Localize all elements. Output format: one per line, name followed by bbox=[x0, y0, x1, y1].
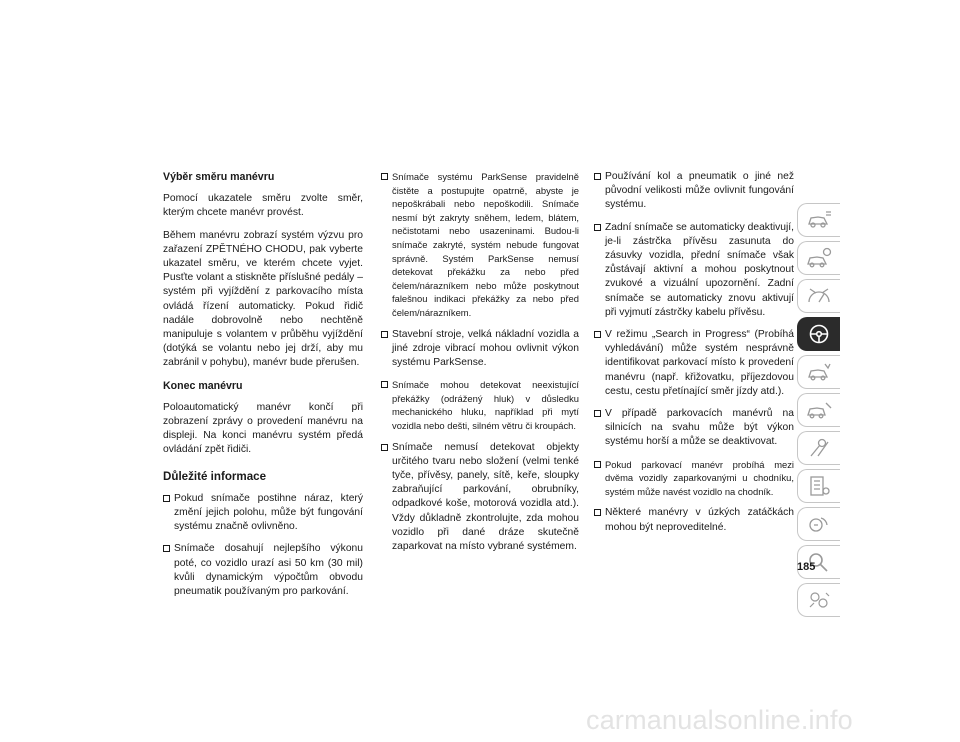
tab-car-wrench[interactable] bbox=[797, 393, 840, 427]
paragraph: Poloautomatický manévr končí při zobrazení zprávy o provedení manévru na displeji. Na konci manévru systém předá ovládání zpět řidiči. bbox=[163, 401, 363, 456]
car-wrench-icon bbox=[806, 399, 832, 421]
square-bullet-icon bbox=[163, 495, 170, 502]
list-item: V případě parkovacích manévrů na silnicích na svahu může být výkon systému horší a může se deaktivovat. bbox=[594, 407, 794, 450]
tab-tools[interactable] bbox=[797, 431, 840, 465]
column-middle bbox=[381, 170, 579, 562]
list-item: V režimu „Search in Progress“ (Probíhá vyhledávání) může systém nesprávně identifikovat parkovací místo k provedení manévru (např. křižovatku, příjezdovou cestu, cestu přetínající směr jízdy atd.). bbox=[594, 328, 794, 399]
list-item: Snímače dosahují nejlepšího výkonu poté, co vozidlo urazí asi 50 km (30 mil) kvůli dynamickým výpočtům obvodu pneumatik používaným pro parkování. bbox=[163, 542, 363, 599]
steering-wheel-icon bbox=[806, 323, 832, 345]
square-bullet-icon bbox=[594, 410, 601, 417]
tab-car-info[interactable] bbox=[797, 241, 840, 275]
list-item: Snímače systému ParkSense pravidelně čistěte a postupujte opatrně, abyste je nepoškrábali nebo nepoškodili. Snímače nesmí být zakryty sněhem, ledem, blátem, nečistotami nebo usazeninami. Budou-li snímače zakryté, systém nebude fungovat správně. Systém ParkSense nemusí detekovat překážku za nebo před čelem/nárazníkem nebo může poskytnout falešnou indikaci překážky za nebo před čelem/nárazníkem. bbox=[381, 170, 579, 320]
square-bullet-icon bbox=[381, 173, 388, 180]
square-bullet-icon bbox=[594, 461, 601, 468]
bullet-list bbox=[381, 170, 579, 554]
list-item: Zadní snímače se automaticky deaktivují, je-li zástrčka přívěsu zasunuta do zásuvky vozidla, přední snímače však zůstávají aktivní a mohou poskytnout zvukové a vizuální upozornění. Zadní snímače se automaticky znovu aktivují při vyjmutí zástrčky kabelu přívěsu. bbox=[594, 221, 794, 320]
tab-multimedia[interactable] bbox=[797, 507, 840, 541]
heading-end-maneuver: Konec manévru bbox=[163, 379, 243, 392]
list-item: Stavební stroje, velká nákladní vozidla a jiné zdroje vibrací mohou ovlivnit výkon systému ParkSense. bbox=[381, 328, 579, 371]
column-right bbox=[594, 170, 794, 543]
square-bullet-icon bbox=[594, 509, 601, 516]
tab-languages[interactable] bbox=[797, 583, 840, 617]
dashboard-icon bbox=[806, 285, 832, 307]
tab-car-crash[interactable] bbox=[797, 355, 840, 389]
car-info-icon bbox=[806, 247, 832, 269]
tab-steering-wheel[interactable] bbox=[797, 317, 840, 351]
car-crash-icon bbox=[806, 361, 832, 383]
list-item: Snímače nemusí detekovat objekty určitého tvaru nebo složení (velmi tenké tyče, přívěsy, panely, sítě, keře, sloupky zabraňující parkování, obrubníky, odpadkové koše, motorová vozidla atd.). Vždy důkladně zkontrolujte, zda mohou vozidlo při dané dráze skutečně zaparkovat na místo vybrané systémem. bbox=[381, 441, 579, 555]
square-bullet-icon bbox=[594, 224, 601, 231]
bullet-list bbox=[163, 492, 363, 599]
list-item: Některé manévry v úzkých zatáčkách mohou být neproveditelné. bbox=[594, 506, 794, 534]
square-bullet-icon bbox=[163, 545, 170, 552]
heading-direction: Výběr směru manévru bbox=[163, 171, 275, 183]
paragraph: Pomocí ukazatele směru zvolte směr, kterým chcete manévr provést. bbox=[163, 193, 363, 219]
paragraph: Během manévru zobrazí systém výzvu pro zařazení ZPĚTNÉHO CHODU, pak vyberte ukazatel směru, ve kterém chcete vyjet. Pusťte volant a stiskněte příslušné pedály – systém při vyjíždění z parkovacího místa ovládá řízení automaticky. Pokud řidič nadále dobrovolně nebo nechtěně manipuluje s volantem v průběhu vyjíždění (dotýká se volantu nebo jej drží, aby mu zabránil v pohybu), manévr bude přerušen. bbox=[163, 229, 363, 369]
list-item: Pokud parkovací manévr probíhá mezi dvěma vozidly zaparkovanými u chodníku, systém může navést vozidlo na chodník. bbox=[594, 458, 794, 499]
list-item: Používání kol a pneumatik o jiné než původní velikosti může ovlivnit fungování systému. bbox=[594, 170, 794, 213]
languages-icon bbox=[806, 589, 832, 611]
column-left bbox=[163, 170, 363, 607]
checklist-icon bbox=[806, 475, 832, 497]
bullet-list bbox=[594, 170, 794, 535]
page-number: 185 bbox=[797, 561, 816, 573]
square-bullet-icon bbox=[594, 173, 601, 180]
list-item: Pokud snímače postihne náraz, který změní jejich polohu, může být fungování systému značně ovlivněno. bbox=[163, 492, 363, 535]
car-front-icon bbox=[806, 209, 832, 231]
watermark: carmanualsonline.info bbox=[586, 705, 853, 735]
chapter-tabs bbox=[797, 203, 841, 621]
wrench-icon bbox=[806, 437, 832, 459]
tab-dashboard[interactable] bbox=[797, 279, 840, 313]
square-bullet-icon bbox=[381, 381, 388, 388]
multimedia-icon bbox=[806, 513, 832, 535]
square-bullet-icon bbox=[381, 444, 388, 451]
square-bullet-icon bbox=[381, 331, 388, 338]
list-item: Snímače mohou detekovat neexistující překážky (odrážený hluk) v důsledku mechanického hluku, například při mytí vozidla nebo dešti, silném větru či kroupách. bbox=[381, 378, 579, 432]
heading-important-info: Důležité informace bbox=[163, 469, 267, 483]
square-bullet-icon bbox=[594, 331, 601, 338]
tab-checklist[interactable] bbox=[797, 469, 840, 503]
tab-car-front[interactable] bbox=[797, 203, 840, 237]
